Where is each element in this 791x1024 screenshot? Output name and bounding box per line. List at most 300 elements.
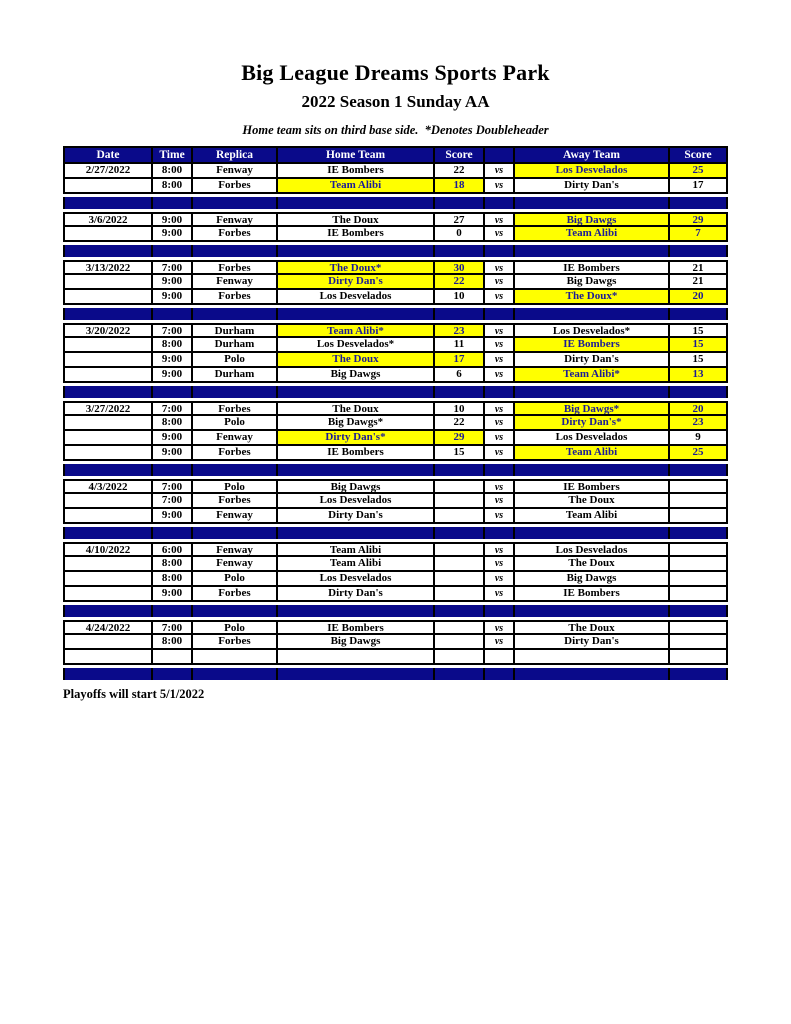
cell-home-team	[278, 650, 435, 665]
separator-cell	[278, 197, 435, 209]
cell-vs: vs	[485, 635, 515, 650]
separator-cell	[435, 245, 485, 257]
game-row	[63, 542, 728, 557]
cell-away-team: Los Desvelados	[515, 164, 670, 179]
cell-away-score: 15	[670, 338, 728, 353]
separator-cell	[515, 605, 670, 617]
cell-replica: Forbes	[193, 260, 278, 275]
game-row	[63, 323, 728, 338]
cell-time: 9:00	[153, 446, 193, 461]
cell-replica: Polo	[193, 353, 278, 368]
cell-date: 2/27/2022	[63, 164, 153, 179]
cell-replica: Forbes	[193, 446, 278, 461]
separator-cell	[193, 668, 278, 680]
game-row	[63, 572, 728, 587]
cell-vs: vs	[485, 260, 515, 275]
cell-home-team: Big Dawgs*	[278, 416, 435, 431]
separator-cell	[278, 464, 435, 476]
cell-vs: vs	[485, 401, 515, 416]
separator-row	[63, 308, 728, 320]
cell-away-team: The Doux*	[515, 290, 670, 305]
game-row	[63, 635, 728, 650]
separator-cell	[515, 464, 670, 476]
cell-home-score	[435, 557, 485, 572]
cell-away-team: Team Alibi	[515, 446, 670, 461]
schedule-table	[63, 146, 728, 683]
header-date: Date	[63, 146, 153, 164]
cell-away-team: Team Alibi	[515, 509, 670, 524]
cell-home-team: The Doux	[278, 212, 435, 227]
cell-vs: vs	[485, 275, 515, 290]
cell-away-score: 17	[670, 179, 728, 194]
header-away-team: Away Team	[515, 146, 670, 164]
cell-date	[63, 416, 153, 431]
separator-row	[63, 197, 728, 209]
cell-time: 9:00	[153, 290, 193, 305]
separator-cell	[435, 668, 485, 680]
cell-replica: Forbes	[193, 290, 278, 305]
cell-away-team: Dirty Dan's*	[515, 416, 670, 431]
cell-time: 6:00	[153, 542, 193, 557]
cell-away-score: 21	[670, 275, 728, 290]
game-row	[63, 338, 728, 353]
cell-away-team: Dirty Dan's	[515, 353, 670, 368]
cell-vs: vs	[485, 164, 515, 179]
cell-away-score: 13	[670, 368, 728, 383]
separator-cell	[670, 605, 728, 617]
schedule-header-row	[63, 146, 728, 164]
cell-home-team: IE Bombers	[278, 446, 435, 461]
cell-replica: Polo	[193, 416, 278, 431]
cell-vs: vs	[485, 620, 515, 635]
separator-row	[63, 668, 728, 680]
cell-vs	[485, 650, 515, 665]
separator-cell	[670, 245, 728, 257]
game-row	[63, 353, 728, 368]
game-row	[63, 620, 728, 635]
cell-vs: vs	[485, 212, 515, 227]
game-row	[63, 557, 728, 572]
cell-home-score: 23	[435, 323, 485, 338]
cell-away-score	[670, 587, 728, 602]
game-row	[63, 416, 728, 431]
cell-date	[63, 227, 153, 242]
cell-date	[63, 179, 153, 194]
cell-home-team: Los Desvelados	[278, 290, 435, 305]
separator-cell	[485, 197, 515, 209]
separator-cell	[153, 668, 193, 680]
separator-cell	[63, 668, 153, 680]
cell-date	[63, 557, 153, 572]
game-row	[63, 401, 728, 416]
cell-home-score: 30	[435, 260, 485, 275]
separator-gap	[63, 680, 728, 683]
cell-home-team: Los Desvelados	[278, 494, 435, 509]
cell-replica: Forbes	[193, 494, 278, 509]
cell-replica: Forbes	[193, 401, 278, 416]
cell-vs: vs	[485, 227, 515, 242]
separator-cell	[435, 308, 485, 320]
cell-away-team: The Doux	[515, 557, 670, 572]
separator-cell	[515, 308, 670, 320]
game-row	[63, 227, 728, 242]
cell-away-score: 20	[670, 401, 728, 416]
cell-date	[63, 275, 153, 290]
cell-date	[63, 635, 153, 650]
game-row	[63, 275, 728, 290]
cell-home-team: Dirty Dan's	[278, 587, 435, 602]
separator-cell	[485, 386, 515, 398]
cell-away-score	[670, 557, 728, 572]
cell-vs: vs	[485, 479, 515, 494]
separator-cell	[193, 527, 278, 539]
cell-away-score: 21	[670, 260, 728, 275]
separator-cell	[485, 308, 515, 320]
cell-home-score	[435, 479, 485, 494]
cell-time: 8:00	[153, 179, 193, 194]
separator-cell	[63, 464, 153, 476]
cell-time: 9:00	[153, 353, 193, 368]
cell-home-score: 22	[435, 275, 485, 290]
cell-away-team: Team Alibi*	[515, 368, 670, 383]
cell-time: 9:00	[153, 227, 193, 242]
game-row	[63, 587, 728, 602]
separator-cell	[670, 464, 728, 476]
cell-home-team: Los Desvelados*	[278, 338, 435, 353]
cell-vs: vs	[485, 323, 515, 338]
cell-home-team: Big Dawgs	[278, 368, 435, 383]
separator-cell	[435, 464, 485, 476]
cell-home-team: Team Alibi	[278, 542, 435, 557]
cell-replica: Forbes	[193, 179, 278, 194]
cell-time: 9:00	[153, 368, 193, 383]
separator-cell	[435, 197, 485, 209]
cell-time: 8:00	[153, 572, 193, 587]
separator-cell	[278, 245, 435, 257]
cell-vs: vs	[485, 509, 515, 524]
cell-home-team: IE Bombers	[278, 164, 435, 179]
separator-cell	[485, 527, 515, 539]
cell-away-team: IE Bombers	[515, 479, 670, 494]
separator-cell	[153, 197, 193, 209]
cell-away-score	[670, 635, 728, 650]
cell-replica: Forbes	[193, 587, 278, 602]
cell-date	[63, 338, 153, 353]
cell-home-score	[435, 542, 485, 557]
game-row	[63, 446, 728, 461]
separator-cell	[670, 386, 728, 398]
cell-replica: Fenway	[193, 275, 278, 290]
cell-replica: Durham	[193, 368, 278, 383]
cell-home-score	[435, 572, 485, 587]
separator-cell	[153, 386, 193, 398]
cell-away-team: Big Dawgs	[515, 572, 670, 587]
cell-home-score: 15	[435, 446, 485, 461]
cell-replica: Fenway	[193, 164, 278, 179]
cell-away-team: IE Bombers	[515, 587, 670, 602]
cell-away-team: Dirty Dan's	[515, 635, 670, 650]
cell-vs: vs	[485, 368, 515, 383]
cell-replica: Fenway	[193, 212, 278, 227]
cell-date: 3/13/2022	[63, 260, 153, 275]
cell-home-team: Dirty Dan's	[278, 509, 435, 524]
game-row	[63, 212, 728, 227]
cell-time: 8:00	[153, 635, 193, 650]
header-away-score: Score	[670, 146, 728, 164]
cell-date	[63, 509, 153, 524]
separator-cell	[278, 386, 435, 398]
cell-away-team: Team Alibi	[515, 227, 670, 242]
cell-home-team: Team Alibi	[278, 557, 435, 572]
cell-time: 8:00	[153, 338, 193, 353]
cell-time: 7:00	[153, 494, 193, 509]
cell-away-team	[515, 650, 670, 665]
cell-home-team: Team Alibi*	[278, 323, 435, 338]
cell-home-score: 0	[435, 227, 485, 242]
cell-home-team: Dirty Dan's*	[278, 431, 435, 446]
cell-date	[63, 494, 153, 509]
separator-cell	[670, 527, 728, 539]
cell-vs: vs	[485, 587, 515, 602]
cell-away-score	[670, 572, 728, 587]
game-row	[63, 494, 728, 509]
game-row	[63, 164, 728, 179]
separator-cell	[435, 386, 485, 398]
cell-time: 9:00	[153, 431, 193, 446]
separator-cell	[193, 386, 278, 398]
separator-cell	[278, 527, 435, 539]
separator-cell	[153, 527, 193, 539]
cell-time: 7:00	[153, 260, 193, 275]
cell-away-score	[670, 650, 728, 665]
cell-time: 8:00	[153, 557, 193, 572]
separator-cell	[63, 245, 153, 257]
separator-cell	[153, 245, 193, 257]
separator-cell	[63, 527, 153, 539]
header-replica: Replica	[193, 146, 278, 164]
cell-home-team: Los Desvelados	[278, 572, 435, 587]
cell-replica: Forbes	[193, 227, 278, 242]
cell-date: 3/20/2022	[63, 323, 153, 338]
cell-home-score	[435, 635, 485, 650]
cell-away-score	[670, 620, 728, 635]
cell-away-team: Los Desvelados	[515, 431, 670, 446]
separator-cell	[153, 605, 193, 617]
header-time: Time	[153, 146, 193, 164]
cell-replica: Polo	[193, 620, 278, 635]
separator-cell	[670, 308, 728, 320]
cell-replica: Fenway	[193, 542, 278, 557]
cell-home-team: IE Bombers	[278, 227, 435, 242]
separator-cell	[193, 308, 278, 320]
cell-away-score: 7	[670, 227, 728, 242]
separator-cell	[515, 245, 670, 257]
separator-cell	[670, 197, 728, 209]
season-subtitle: 2022 Season 1 Sunday AA	[301, 92, 490, 111]
separator-cell	[515, 527, 670, 539]
cell-home-score: 10	[435, 401, 485, 416]
cell-home-score: 18	[435, 179, 485, 194]
cell-time: 9:00	[153, 212, 193, 227]
cell-time: 7:00	[153, 401, 193, 416]
cell-home-score	[435, 587, 485, 602]
separator-row	[63, 245, 728, 257]
cell-date	[63, 446, 153, 461]
header-home-score: Score	[435, 146, 485, 164]
cell-replica	[193, 650, 278, 665]
cell-away-score	[670, 479, 728, 494]
playoffs-note: Playoffs will start 5/1/2022	[63, 687, 205, 701]
separator-cell	[278, 668, 435, 680]
cell-replica: Fenway	[193, 509, 278, 524]
cell-home-team: Dirty Dan's	[278, 275, 435, 290]
cell-vs: vs	[485, 431, 515, 446]
cell-away-score: 29	[670, 212, 728, 227]
cell-time: 8:00	[153, 416, 193, 431]
cell-home-team: Team Alibi	[278, 179, 435, 194]
cell-away-score: 9	[670, 431, 728, 446]
cell-away-score	[670, 542, 728, 557]
separator-cell	[278, 308, 435, 320]
cell-home-score: 17	[435, 353, 485, 368]
cell-vs: vs	[485, 446, 515, 461]
header-vs	[485, 146, 515, 164]
cell-home-team: IE Bombers	[278, 620, 435, 635]
cell-away-score: 15	[670, 353, 728, 368]
cell-home-score: 11	[435, 338, 485, 353]
cell-time: 9:00	[153, 509, 193, 524]
separator-cell	[153, 308, 193, 320]
cell-time: 8:00	[153, 164, 193, 179]
game-row	[63, 650, 728, 665]
cell-date	[63, 368, 153, 383]
cell-vs: vs	[485, 353, 515, 368]
game-row	[63, 509, 728, 524]
cell-home-score: 6	[435, 368, 485, 383]
cell-vs: vs	[485, 542, 515, 557]
cell-date	[63, 650, 153, 665]
cell-replica: Polo	[193, 479, 278, 494]
separator-cell	[435, 605, 485, 617]
cell-replica: Fenway	[193, 431, 278, 446]
separator-cell	[485, 605, 515, 617]
cell-away-team: Dirty Dan's	[515, 179, 670, 194]
cell-away-team: Big Dawgs	[515, 212, 670, 227]
cell-time: 7:00	[153, 479, 193, 494]
cell-replica: Durham	[193, 338, 278, 353]
cell-date	[63, 353, 153, 368]
cell-home-score: 22	[435, 416, 485, 431]
separator-cell	[485, 668, 515, 680]
cell-home-score	[435, 494, 485, 509]
cell-away-team: The Doux	[515, 494, 670, 509]
game-row	[63, 479, 728, 494]
cell-replica: Forbes	[193, 635, 278, 650]
cell-home-team: Big Dawgs	[278, 635, 435, 650]
home-team-note: Home team sits on third base side. *Denotes Doubleheader	[242, 123, 549, 137]
cell-time: 7:00	[153, 620, 193, 635]
cell-away-score: 25	[670, 164, 728, 179]
cell-away-team: Los Desvelados	[515, 542, 670, 557]
cell-away-team: IE Bombers	[515, 338, 670, 353]
cell-home-score	[435, 650, 485, 665]
cell-vs: vs	[485, 557, 515, 572]
separator-cell	[515, 386, 670, 398]
separator-cell	[278, 605, 435, 617]
separator-cell	[515, 197, 670, 209]
cell-away-team: Big Dawgs*	[515, 401, 670, 416]
cell-date: 4/10/2022	[63, 542, 153, 557]
cell-time	[153, 650, 193, 665]
game-row	[63, 368, 728, 383]
separator-cell	[63, 308, 153, 320]
separator-cell	[485, 245, 515, 257]
separator-cell	[63, 605, 153, 617]
separator-cell	[63, 197, 153, 209]
page-title: Big League Dreams Sports Park	[241, 60, 550, 85]
cell-date: 4/3/2022	[63, 479, 153, 494]
cell-away-team: IE Bombers	[515, 260, 670, 275]
separator-row	[63, 464, 728, 476]
cell-home-team: The Doux	[278, 401, 435, 416]
cell-home-score: 27	[435, 212, 485, 227]
cell-away-team: Los Desvelados*	[515, 323, 670, 338]
cell-home-team: The Doux	[278, 353, 435, 368]
cell-vs: vs	[485, 572, 515, 587]
cell-replica: Polo	[193, 572, 278, 587]
cell-away-score	[670, 494, 728, 509]
cell-time: 7:00	[153, 323, 193, 338]
cell-date	[63, 431, 153, 446]
cell-date	[63, 572, 153, 587]
separator-cell	[193, 605, 278, 617]
cell-date: 4/24/2022	[63, 620, 153, 635]
separator-cell	[193, 245, 278, 257]
cell-vs: vs	[485, 179, 515, 194]
cell-vs: vs	[485, 494, 515, 509]
separator-row	[63, 527, 728, 539]
cell-home-score	[435, 509, 485, 524]
cell-home-score: 29	[435, 431, 485, 446]
cell-replica: Durham	[193, 323, 278, 338]
cell-time: 9:00	[153, 275, 193, 290]
cell-vs: vs	[485, 338, 515, 353]
cell-away-score	[670, 509, 728, 524]
cell-date	[63, 587, 153, 602]
cell-away-score: 20	[670, 290, 728, 305]
separator-row	[63, 386, 728, 398]
cell-vs: vs	[485, 290, 515, 305]
cell-away-team: Big Dawgs	[515, 275, 670, 290]
game-row	[63, 290, 728, 305]
separator-cell	[670, 668, 728, 680]
game-row	[63, 260, 728, 275]
separator-cell	[193, 197, 278, 209]
separator-cell	[63, 386, 153, 398]
cell-home-team: Big Dawgs	[278, 479, 435, 494]
cell-date	[63, 290, 153, 305]
cell-replica: Fenway	[193, 557, 278, 572]
game-row	[63, 431, 728, 446]
separator-cell	[515, 668, 670, 680]
separator-cell	[193, 464, 278, 476]
separator-cell	[485, 464, 515, 476]
separator-cell	[435, 527, 485, 539]
cell-away-score: 15	[670, 323, 728, 338]
cell-away-score: 25	[670, 446, 728, 461]
cell-vs: vs	[485, 416, 515, 431]
cell-home-score: 22	[435, 164, 485, 179]
